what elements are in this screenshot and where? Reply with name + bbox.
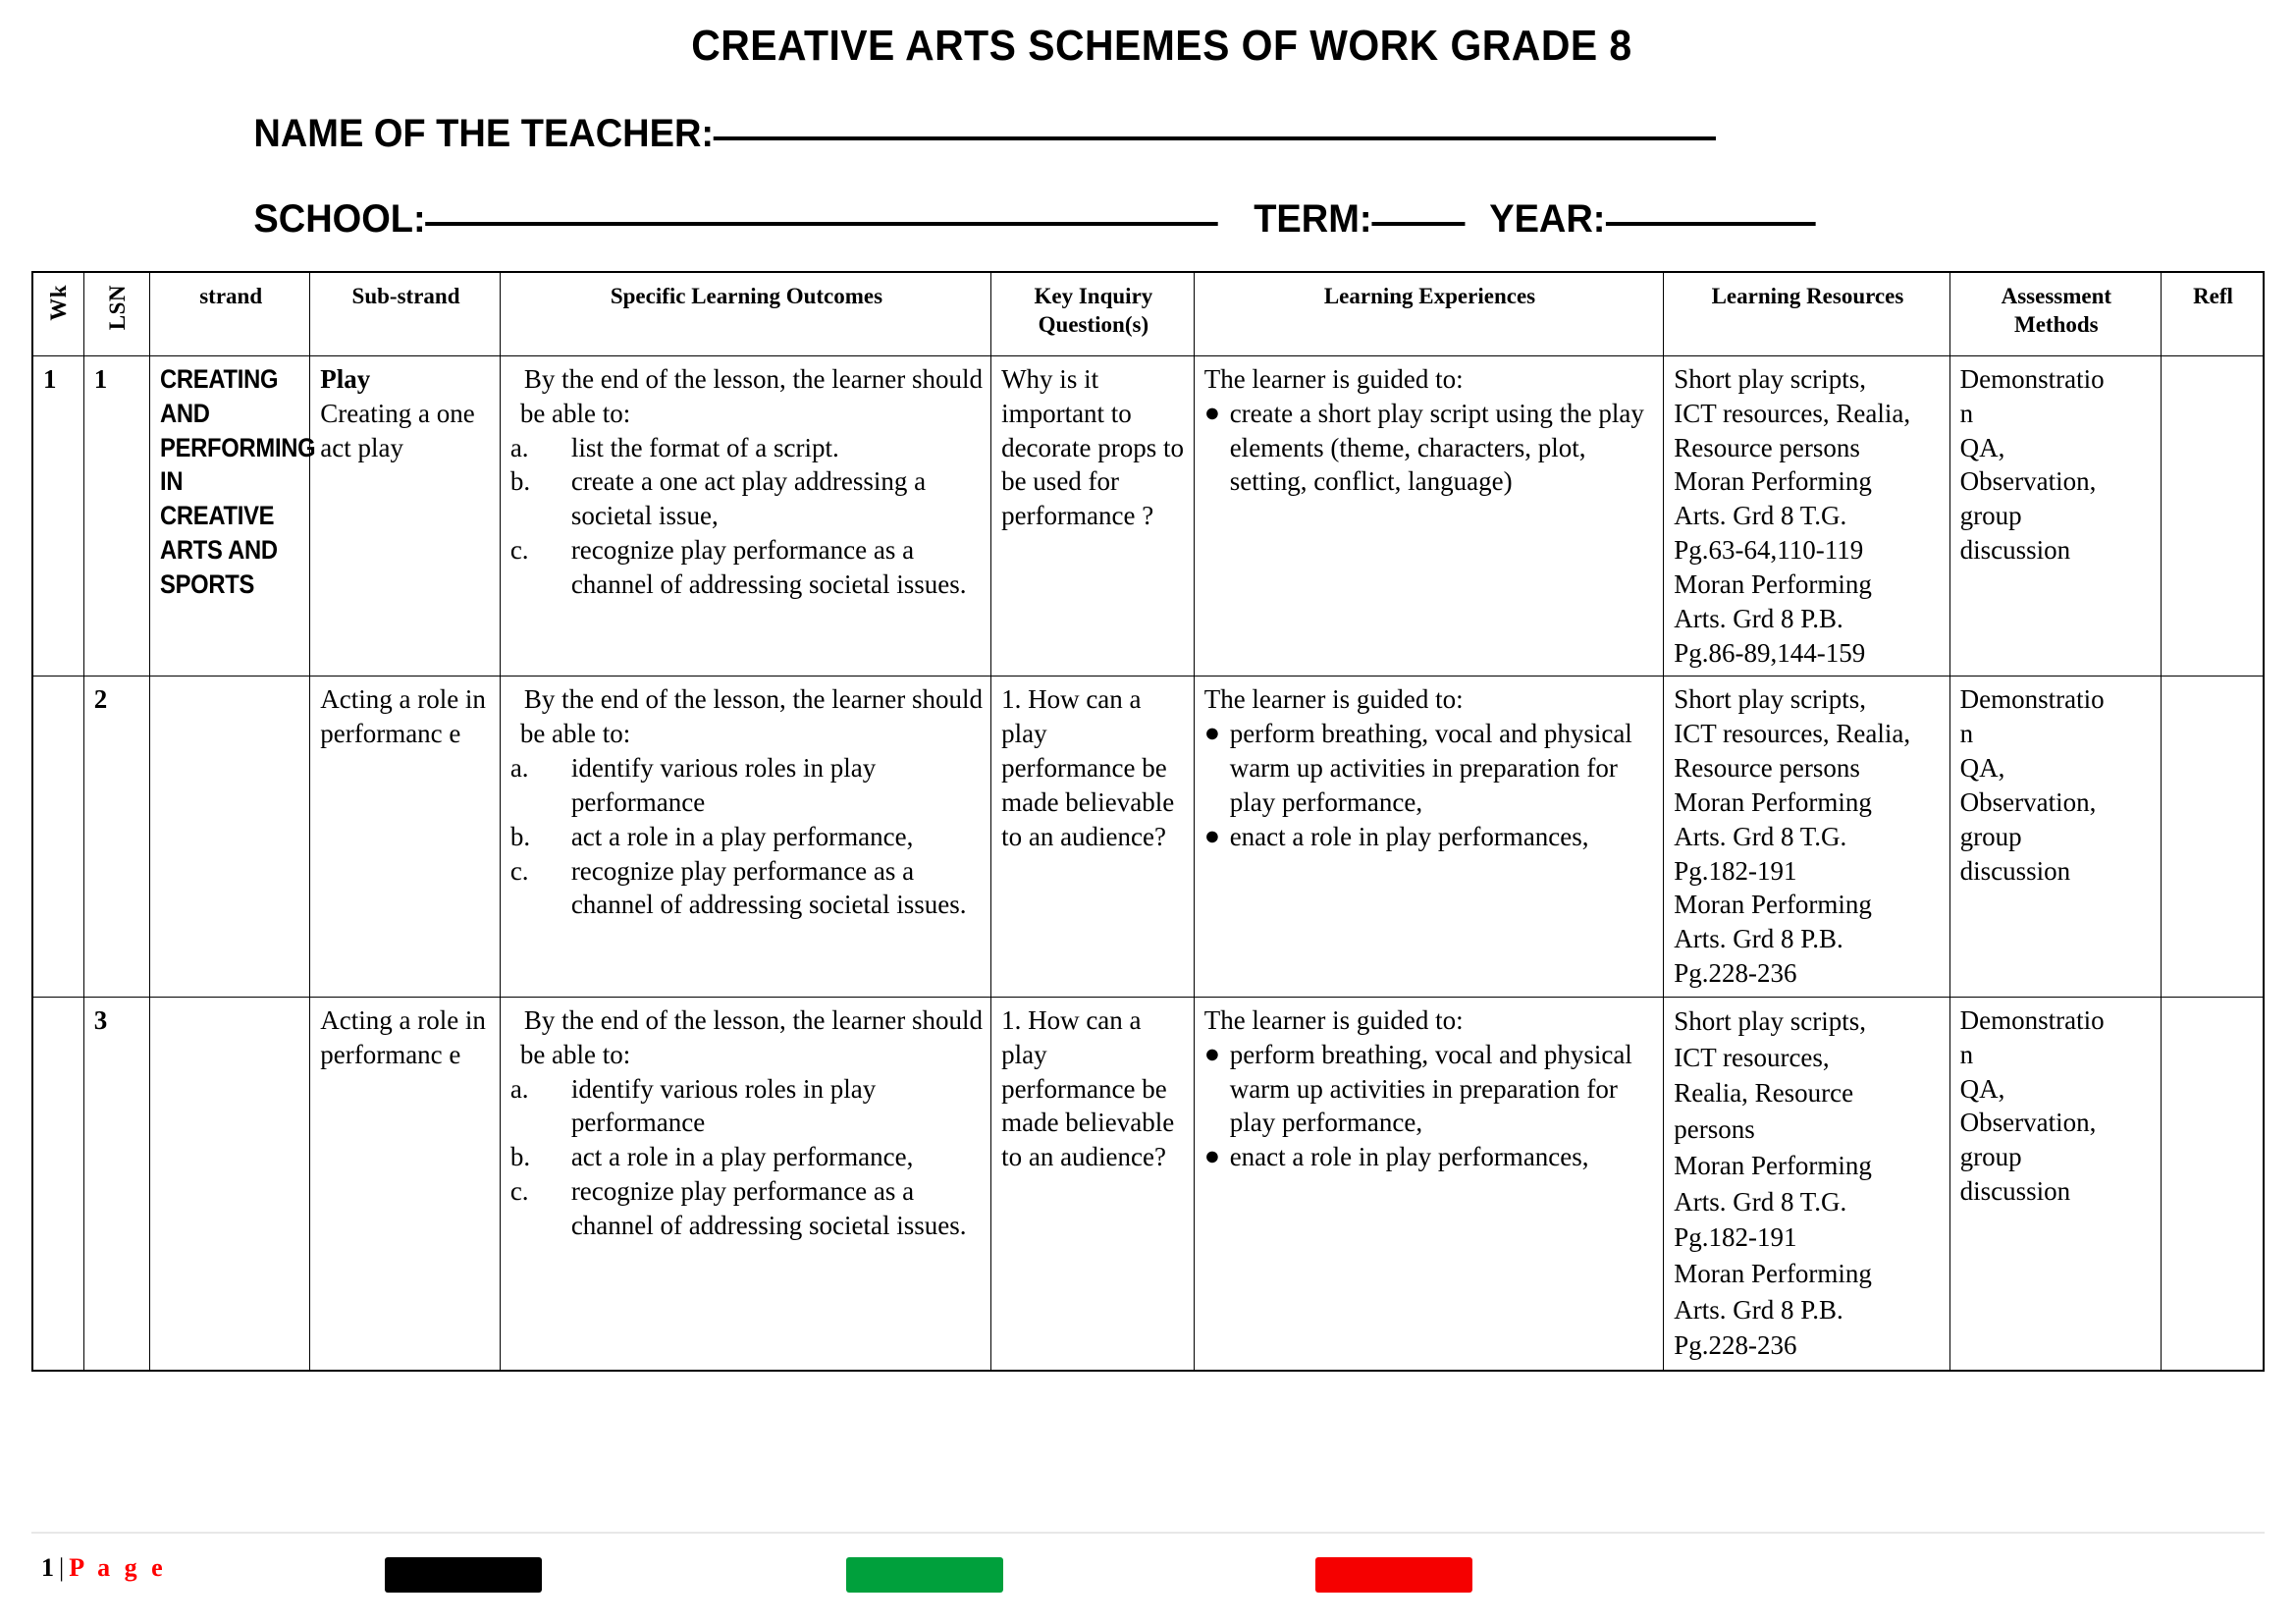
list-item: c. recognize play performance as a channel of addressing societal issues. bbox=[509, 535, 967, 599]
page-separator: | bbox=[59, 1553, 65, 1582]
column-header-learning-resources: Learning Resources bbox=[1664, 272, 1949, 356]
list-item: a. list the format of a script. bbox=[509, 432, 839, 462]
cell-reflection[interactable] bbox=[2162, 997, 2265, 1371]
cell-reflection[interactable] bbox=[2162, 356, 2265, 677]
cell-strand: CREATING AND PERFORMING IN CREATIVE ARTS AND SPORTS bbox=[150, 356, 310, 677]
cell-assessment-methods: Demonstratio n QA, Observation, group discussion bbox=[1949, 997, 2161, 1371]
list-item: ● perform breathing, vocal and physical warm up activities in preparation for play performance, bbox=[1203, 718, 1632, 817]
cell-learning-experiences: The learner is guided to: ● create a short play script using the play elements (theme, characters, plot, setting, conflict, language) bbox=[1194, 356, 1664, 677]
cell-sub-strand: Acting a role in performanc e bbox=[310, 677, 501, 997]
year-input-rule[interactable] bbox=[1605, 221, 1815, 226]
cell-week: 1 bbox=[32, 356, 83, 677]
cell-learning-resources: Short play scripts, ICT resources, Realia, Resource persons Moran Performing Arts. Grd 8 T.G. Pg.182-191 Moran Performing Arts. Grd 8 P.B. Pg.228-236 bbox=[1664, 677, 1949, 997]
cell-lesson: 2 bbox=[83, 677, 149, 997]
cell-learning-resources: Short play scripts, ICT resources, Realia, Resource persons Moran Performing Arts. Grd 8 T.G. Pg.63-64,110-119 Moran Performing Arts. Grd 8 P.B. Pg.86-89,144-159 bbox=[1664, 356, 1949, 677]
cell-specific-learning-outcomes: By the end of the lesson, the learner should be able to: a. list the format of a script. b. create a one act play addressing a societal issue, c. recognize play performance as a channel of addressing societal issues. bbox=[500, 356, 990, 677]
year-label: YEAR: bbox=[1489, 197, 1606, 241]
list-item: b. act a role in a play performance, bbox=[509, 821, 914, 851]
page-word: P a g e bbox=[69, 1553, 167, 1582]
cell-reflection[interactable] bbox=[2162, 677, 2265, 997]
bullet-icon: ● bbox=[1203, 718, 1221, 748]
red-bar bbox=[1315, 1557, 1472, 1593]
column-header-assessment-methods: Assessment Methods bbox=[1949, 272, 2161, 356]
page-footer bbox=[0, 1526, 2296, 1624]
list-item: ● create a short play script using the play elements (theme, characters, plot, setting, conflict, language) bbox=[1203, 397, 1644, 497]
page-number: 1 bbox=[41, 1553, 54, 1582]
green-bar bbox=[846, 1557, 1003, 1593]
list-item: c. recognize play performance as a channel of addressing societal issues. bbox=[509, 1176, 967, 1240]
document-header bbox=[0, 0, 2296, 242]
bullet-icon: ● bbox=[1203, 820, 1221, 850]
list-item: ● perform breathing, vocal and physical warm up activities in preparation for play performance, bbox=[1203, 1038, 1632, 1138]
list-item: ● enact a role in play performances, bbox=[1203, 1141, 1589, 1172]
list-item: c. recognize play performance as a channel of addressing societal issues. bbox=[509, 855, 967, 920]
column-header-strand: strand bbox=[150, 272, 310, 356]
column-header-learning-experiences: Learning Experiences bbox=[1194, 272, 1664, 356]
table-header-row bbox=[32, 272, 2264, 356]
footer-divider bbox=[31, 1532, 2265, 1534]
bullet-icon: ● bbox=[1203, 1141, 1221, 1171]
column-header-sub-strand: Sub-strand bbox=[310, 272, 501, 356]
list-item: a. identify various roles in play performance bbox=[509, 753, 877, 817]
cell-assessment-methods: Demonstratio n QA, Observation, group discussion bbox=[1949, 677, 2161, 997]
school-term-year-line bbox=[0, 197, 2181, 242]
cell-strand bbox=[150, 677, 310, 997]
cell-lesson: 1 bbox=[83, 356, 149, 677]
learning-experience-list bbox=[1204, 717, 1656, 853]
cell-learning-resources: Short play scripts, ICT resources, Realia, Resource persons Moran Performing Arts. Grd 8 T.G. Pg.182-191 Moran Performing Arts. Grd 8 P.B. Pg.228-236 bbox=[1664, 997, 1949, 1371]
teacher-label: NAME OF THE TEACHER: bbox=[253, 112, 715, 155]
slo-list bbox=[510, 431, 983, 602]
school-input-rule[interactable] bbox=[426, 221, 1219, 226]
cell-assessment-methods: Demonstratio n QA, Observation, group discussion bbox=[1949, 356, 2161, 677]
column-header-wk: Wk bbox=[32, 272, 83, 356]
cell-strand bbox=[150, 997, 310, 1371]
column-header-specific-learning-outcomes: Specific Learning Outcomes bbox=[500, 272, 990, 356]
table-row bbox=[32, 356, 2264, 677]
slo-list bbox=[510, 1072, 983, 1243]
schemes-table-container bbox=[0, 271, 2296, 1372]
cell-lesson: 3 bbox=[83, 997, 149, 1371]
slo-list bbox=[510, 751, 983, 922]
column-header-key-inquiry-questions: Key Inquiry Question(s) bbox=[991, 272, 1195, 356]
list-item: a. identify various roles in play performance bbox=[509, 1073, 877, 1138]
page-title: CREATIVE ARTS SCHEMES OF WORK GRADE 8 bbox=[691, 22, 1632, 70]
cell-learning-experiences: The learner is guided to: ● perform breathing, vocal and physical warm up activities in preparation for play performance, ● enact a role in play performances, bbox=[1194, 677, 1664, 997]
term-input-rule[interactable] bbox=[1372, 221, 1466, 226]
list-item: b. create a one act play addressing a societal issue, bbox=[509, 466, 927, 531]
column-header-refl: Refl bbox=[2162, 272, 2265, 356]
teacher-input-rule[interactable] bbox=[714, 135, 1716, 140]
teacher-field-line bbox=[0, 112, 2181, 156]
learning-experience-list bbox=[1204, 397, 1656, 499]
cell-key-inquiry-question: 1. How can a play performance be made believable to an audience? bbox=[991, 997, 1195, 1371]
list-item: ● enact a role in play performances, bbox=[1203, 820, 1589, 851]
cell-key-inquiry-question: 1. How can a play performance be made believable to an audience? bbox=[991, 677, 1195, 997]
bullet-icon: ● bbox=[1203, 397, 1221, 427]
cell-key-inquiry-question: Why is it important to decorate props to be used for performance ? bbox=[991, 356, 1195, 677]
table-row bbox=[32, 677, 2264, 997]
cell-week bbox=[32, 677, 83, 997]
learning-experience-list bbox=[1204, 1038, 1656, 1174]
cell-week bbox=[32, 997, 83, 1371]
cell-specific-learning-outcomes: By the end of the lesson, the learner should be able to: a. identify various roles in play performance b. act a role in a play performance, c. recognize play performance as a channel of addressing societal issues. bbox=[500, 997, 990, 1371]
list-item: b. act a role in a play performance, bbox=[509, 1142, 914, 1172]
bullet-icon: ● bbox=[1203, 1038, 1221, 1068]
table-row bbox=[32, 997, 2264, 1371]
cell-specific-learning-outcomes: By the end of the lesson, the learner should be able to: a. identify various roles in play performance b. act a role in a play performance, c. recognize play performance as a channel of addressing societal issues. bbox=[500, 677, 990, 997]
table-body bbox=[32, 356, 2264, 1372]
page-number-label bbox=[41, 1553, 167, 1583]
term-label: TERM: bbox=[1254, 197, 1372, 241]
cell-sub-strand: Play Creating a one act play bbox=[310, 356, 501, 677]
cell-learning-experiences: The learner is guided to: ● perform breathing, vocal and physical warm up activities in preparation for play performance, ● enact a role in play performances, bbox=[1194, 997, 1664, 1371]
cell-sub-strand: Acting a role in performanc e bbox=[310, 997, 501, 1371]
column-header-lsn: LSN bbox=[83, 272, 149, 356]
school-label: SCHOOL: bbox=[253, 197, 426, 241]
black-bar bbox=[385, 1557, 542, 1593]
schemes-of-work-table bbox=[31, 271, 2265, 1372]
